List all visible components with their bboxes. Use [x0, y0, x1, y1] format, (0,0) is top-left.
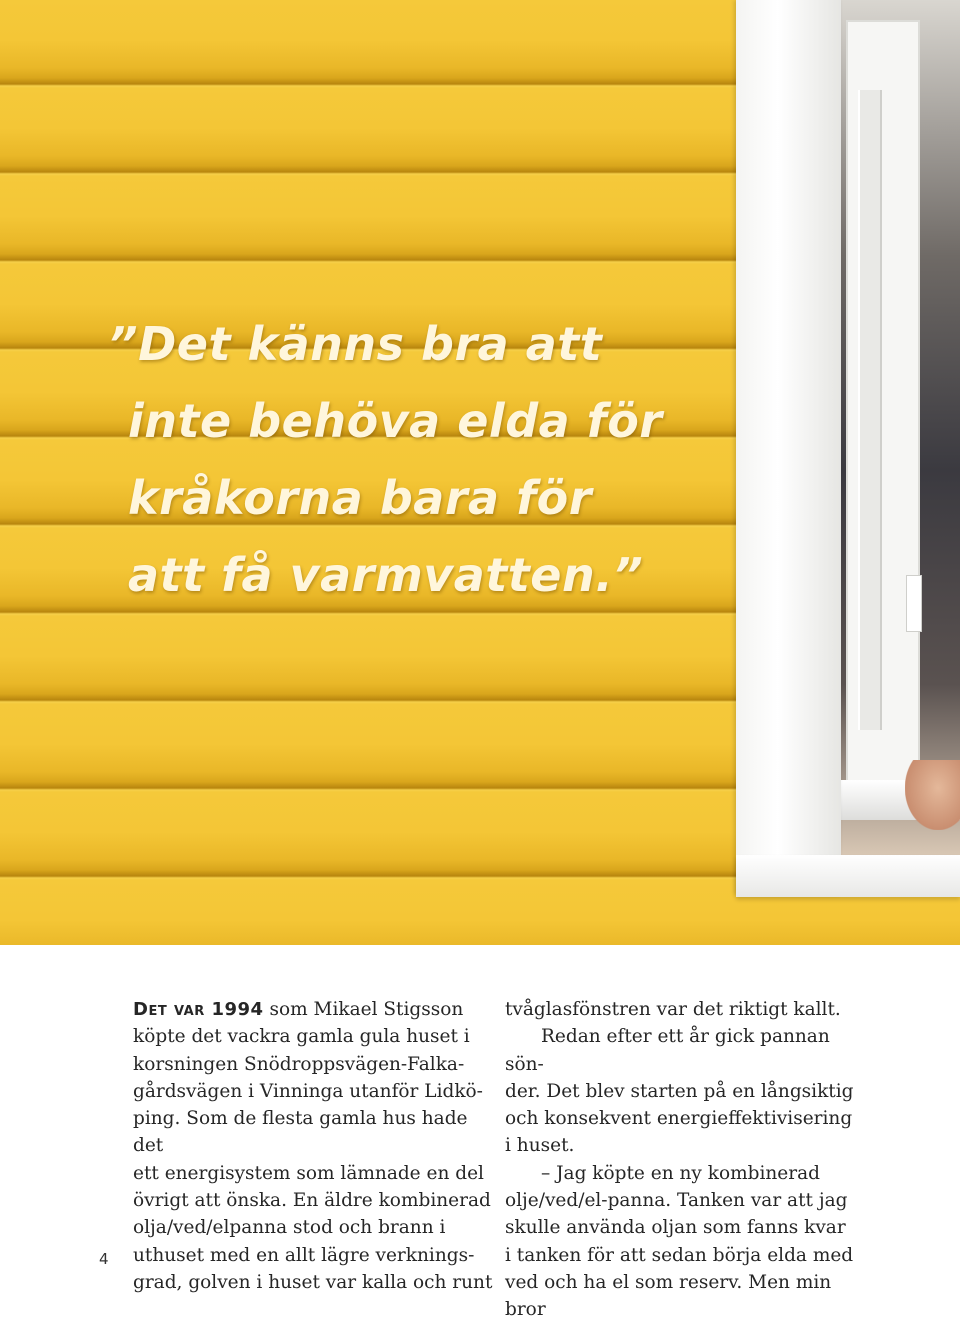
quote-line: inte behöva elda för: [128, 394, 663, 448]
article-line: der. Det blev starten på en långsiktig: [505, 1080, 854, 1102]
article-line: tvåglasfönstren var det riktigt kallt.: [505, 999, 841, 1020]
window-frame: [736, 0, 841, 895]
article-line: grad, golven i huset var kalla och runt: [133, 1271, 493, 1293]
article-line: ett energisystem som lämnade en del: [133, 1162, 484, 1184]
hand-on-sill: [905, 760, 960, 830]
quote-line: ”Det känns bra att: [108, 317, 603, 371]
window-hinge-icon: [906, 575, 922, 632]
article-line: gårdsvägen i Vinninga utanför Lidkö-: [133, 1080, 483, 1102]
lead-in: Det var 1994: [133, 999, 264, 1020]
article-line: köpte det vackra gamla gula huset i: [133, 1026, 470, 1048]
article-line: övrigt att önska. En äldre kombinerad: [133, 1190, 491, 1212]
article-column-right: [505, 996, 870, 1324]
article-line: uthuset med en allt lägre verknings-: [133, 1244, 475, 1266]
article-line: olje/ved/el-panna. Tanken var att jag: [505, 1190, 848, 1212]
article-line: ved och ha el som reserv. Men min bror: [505, 1271, 832, 1321]
article-column-left: [133, 996, 498, 1296]
article-line: skulle använda oljan som fanns kvar: [505, 1217, 846, 1239]
article-line: Det var 1994 som Mikael Stigsson: [133, 999, 464, 1020]
article-line: ping. Som de flesta gamla hus hade det: [133, 1108, 468, 1157]
article-line: i huset.: [505, 1135, 575, 1157]
quote-line: kråkorna bara för: [128, 471, 592, 525]
article-line: – Jag köpte en ny kombinerad: [541, 1162, 820, 1184]
pull-quote: [108, 306, 728, 614]
article-line: korsningen Snödroppsvägen-Falka-: [133, 1053, 465, 1075]
page-number: 4: [99, 1250, 109, 1268]
article-line: och konsekvent energieffektivisering: [505, 1108, 853, 1130]
quote-line: att få varmvatten.”: [128, 548, 644, 602]
article-line: Redan efter ett år gick pannan sön-: [505, 1026, 830, 1075]
article-line: olja/ved/elpanna stod och brann i: [133, 1217, 446, 1239]
window-pane-divider: [858, 90, 882, 730]
article-line: i tanken för att sedan börja elda med: [505, 1244, 854, 1266]
window-frame-bottom: [736, 855, 960, 897]
